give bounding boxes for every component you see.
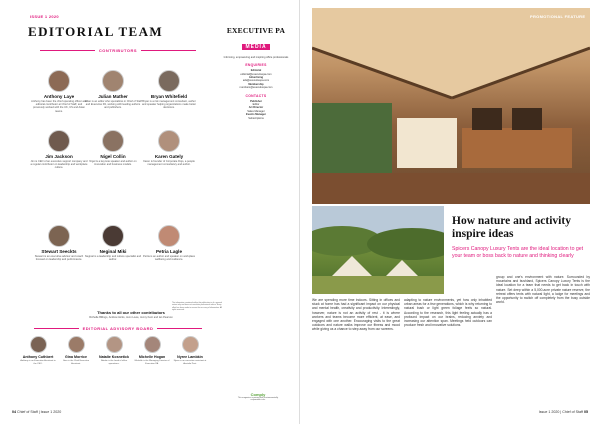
board-member-bio: Nyree is an executive assistant at Austalia Post. <box>173 360 207 365</box>
contributor-name: Stewart Seeckts <box>41 249 77 254</box>
sidebar-item: Sales Manager <box>247 109 265 113</box>
sidebar-item: Subscriptions <box>248 116 264 120</box>
contributor-card <box>84 130 142 166</box>
contributors-label: CONTRIBUTORS <box>28 48 208 53</box>
contributor-name: Karen Gately <box>154 154 184 159</box>
sidebar-item[interactable]: ads@executivepa.com <box>242 79 270 83</box>
contributor-bio: Neginal is a leadership and culture specialist and author. <box>84 255 142 262</box>
board-member-bio: Gina is the Chief Executive Assistant. <box>62 360 90 365</box>
contributor-name: Bryan Whitefield <box>150 94 188 99</box>
print-logo-block <box>235 392 281 401</box>
sidebar-item: Editor <box>252 103 260 107</box>
print-note: This magazine is printed with environmentally responsible inks. <box>237 397 279 401</box>
board-member-name: Anthony Cuthbert <box>22 355 54 359</box>
article-column-3: group and one's environment with nature. Surrounded by mountains and bushland, Spicers Canopy Luxury Tents is the ideal location for a team that needs to get back in touch with nature. Set deep within a 5,000-acre private nature reserve, the retreat offers tents with natural light, a lodge for meetings and the opportunity to switch off completely from the busy outside world. <box>496 275 590 305</box>
article-column-2: adapting to nature environments, yet how only inhabited urban areas for a few generations, which is why returning to natural bush or light green foliage feels so natural. According to the research, this light feeling actually has a profound impact on our brains, reducing anxiety and increasing our attention span. Meetings held outdoors can produce fresh and innovative solutions. <box>404 298 492 328</box>
board-member <box>58 336 94 366</box>
sidebar-section-head: ENQUIRIES <box>245 63 267 68</box>
board-member-name: Michelle Hogan <box>138 355 166 359</box>
avatar <box>48 70 70 92</box>
thanks-names: Richelle Billings, Andrew Hicks, Jenn Lowe, Jenny Kent and Ian Pearson <box>89 316 173 319</box>
contributor-card <box>84 70 142 110</box>
sidebar-section-head: CONTACTS <box>245 93 267 98</box>
board-member <box>96 336 132 366</box>
avatar <box>30 336 47 353</box>
sidebar-item: Art Director <box>248 106 264 110</box>
executive-pa-logo: EXECUTIVE PA MEDIA <box>226 26 286 50</box>
article-headline: How nature and activity inspire ideas <box>452 215 571 240</box>
avatar <box>106 336 123 353</box>
contributor-card <box>140 130 198 166</box>
contributor-bio: Julian is an editor who specializes in Chief of Staff and Executive PA, working with leading authors and publishers. <box>84 100 142 110</box>
contributor-name: Nigel Collin <box>100 154 126 159</box>
contributor-card <box>30 225 88 261</box>
avatar <box>102 130 124 152</box>
page-title: EDITORIAL TEAM <box>28 24 164 39</box>
board-member <box>20 336 56 366</box>
board-member-bio: Natalie is the head of office operations. <box>100 360 128 365</box>
contributor-bio: Bryan is a risk management consultant, author and speaker helping organizations make better decisions. <box>142 100 196 110</box>
contributor-card <box>30 70 88 113</box>
contributor-name: Neginal Miki <box>99 249 127 254</box>
right-page <box>300 0 600 424</box>
contributor-name: Jim Jackson <box>45 154 73 159</box>
avatar <box>158 225 180 247</box>
tagline: Informing, empowering and inspiring office professionals <box>223 56 289 59</box>
sidebar-item[interactable]: editorial@executivepa.com <box>240 72 272 76</box>
avatar <box>68 336 85 353</box>
feature-tag: PROMOTIONAL FEATURE <box>530 14 586 19</box>
contributor-bio: Karen is founder of Corporate Dojo, a people management consultancy and author. <box>143 160 195 167</box>
avatar <box>144 336 161 353</box>
contributor-bio: Jim is CEO of an executive support company and a regular contributor on leadership and workplace culture. <box>30 160 88 170</box>
contributor-card <box>84 225 142 261</box>
board-member <box>134 336 170 366</box>
board-member-name: Gina Morrice <box>65 355 87 359</box>
contributor-name: Anthony Laye <box>43 94 75 99</box>
contributor-bio: Nigel is a keynote speaker and author on innovation and business models. <box>89 160 137 167</box>
avatar <box>102 225 124 247</box>
avatar <box>182 336 199 353</box>
masthead-sidebar <box>221 26 291 396</box>
avatar <box>158 130 180 152</box>
contributor-name: Petria Lagle <box>155 249 183 254</box>
footer-left: 04 Chief of Staff | Issue 1 2020 <box>12 410 62 414</box>
legal-disclaimer: The information contained within this publication is of a general nature only and does not constitute professional advice. Every effort has been made to ensure the accuracy of information. All rights reserved. <box>172 302 223 311</box>
footer-right: Issue 1 2020 | Chief of Staff 05 <box>538 410 588 414</box>
contributor-name: Julian Mather <box>98 94 128 99</box>
issue-tag: ISSUE 1 2020 <box>30 14 59 19</box>
contributor-bio: Anthony has been the chief operating officer and editorial contributor at Chief of Staff, and previously worked with the UK, US and Asian teams. <box>31 100 87 113</box>
avatar <box>48 225 70 247</box>
sidebar-item: Editorial <box>250 69 262 73</box>
sidebar-item: Publisher <box>250 99 262 103</box>
board-member <box>172 336 208 366</box>
advisory-board-label: EDITORIAL ADVISORY BOARD <box>28 326 208 331</box>
contributor-bio: Stewart is an executive advisor and coach focused on leadership and performance. <box>34 255 84 262</box>
avatar <box>102 70 124 92</box>
board-member-name: Nyree Lambkin <box>177 355 203 359</box>
sidebar-item: Membership <box>248 82 264 86</box>
contributor-card <box>140 225 198 261</box>
sidebar-item[interactable]: members@executivepa.com <box>239 86 273 90</box>
avatar <box>48 130 70 152</box>
article-column-1: We are spending more time indoors. Sitting in offices and stuck at home has had a significant impact on our physical and mental health, creativity and productivity. Interestingly, however, nature is not an activity of rest - it is where workers and teams become more efficient, at ease, and engaged with one another. Encouraging visits to the great outdoors and nature walks improve our fitness and mood while giving us a chance to step away from our screens. <box>312 298 400 332</box>
board-member-bio: Michelle is the Managing Director of Executive PA. <box>134 360 170 365</box>
contributor-card <box>30 130 88 170</box>
tent-interior-photo <box>312 8 590 204</box>
contributor-bio: Petria is an author and speaker on workplace wellbeing and resilience. <box>142 255 196 262</box>
comply-logo: Comply <box>250 392 266 397</box>
board-member-name: Natalie Kosnetick <box>99 355 129 359</box>
thanks-title: Thanks to all our other contributors <box>97 310 165 315</box>
avatar <box>158 70 180 92</box>
sidebar-item: Advertising <box>248 76 264 80</box>
tents-landscape-photo <box>312 206 444 294</box>
article-standfirst: Spicers Canopy Luxury Tents are the ideal location to get your team or boss back to nature and thinking clearly <box>452 246 584 259</box>
board-member-bio: Anthony is an Executive Assistant to the CEO. <box>20 360 56 365</box>
contributor-card <box>140 70 198 110</box>
sidebar-item: Events Manager <box>246 113 266 117</box>
